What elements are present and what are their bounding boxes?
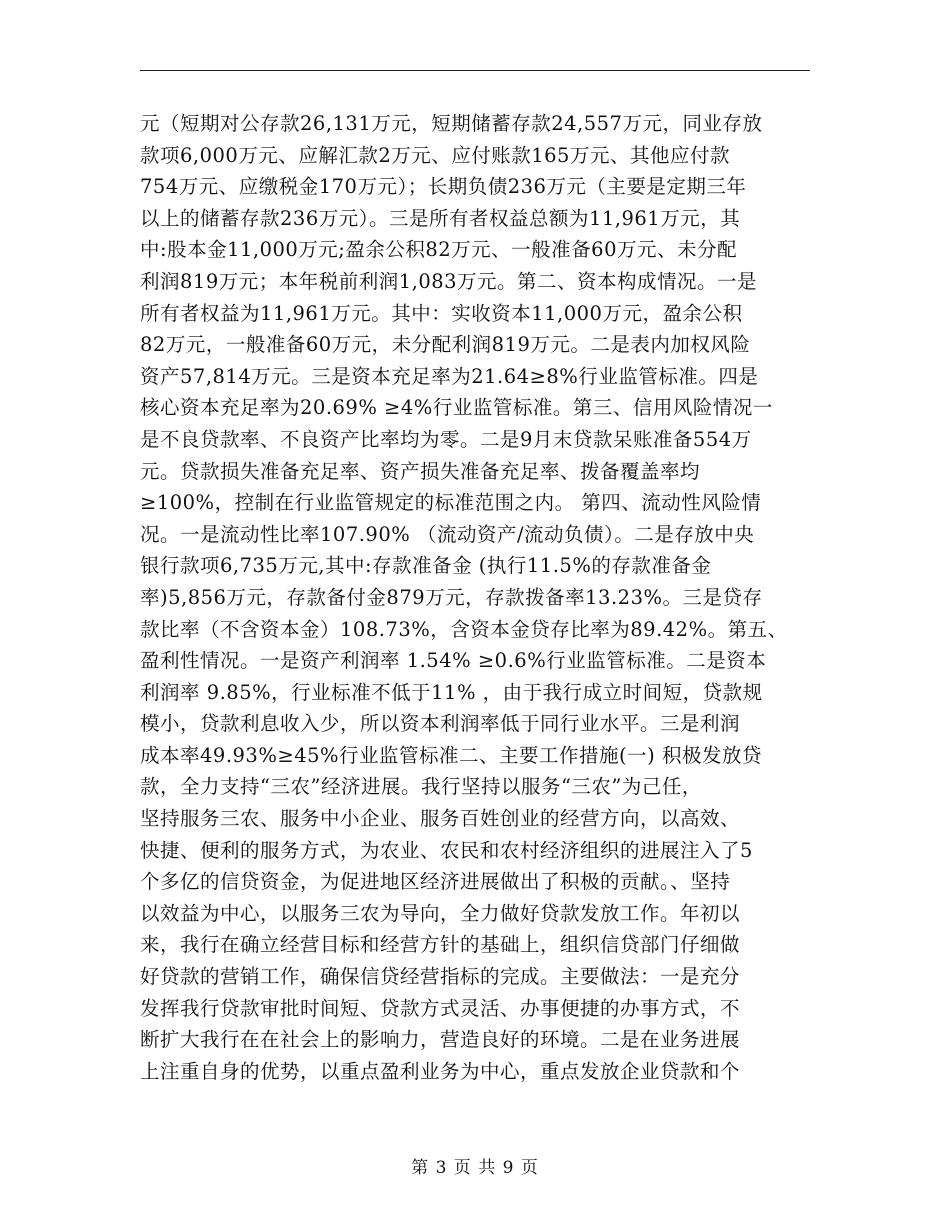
text-line: 坚持服务三农、服务中小企业、服务百姓创业的经营方向，以高效、 — [140, 807, 741, 831]
text-line: 个多亿的信贷资金，为促进地区经济进展做出了积极的贡献。、坚持 — [140, 870, 731, 894]
header-rule — [140, 70, 810, 71]
text-line: 以效益为中心，以服务三农为导向，全力做好贷款发放工作。年初以 — [140, 901, 741, 925]
text-line: 况。一是流动性比率107.90% （流动资产/流动负债）。二是存放中央 — [140, 522, 755, 546]
text-line: 模小，贷款利息收入少，所以资本利润率低于同行业水平。三是利润 — [140, 712, 741, 736]
text-line: 率)5,856万元，存款备付金879万元，存款拨备率13.23%。三是贷存 — [140, 585, 763, 609]
text-line: 元（短期对公存款26,131万元，短期储蓄存款24,557万元，同业存放 — [140, 112, 763, 135]
text-line: ≥100%，控制在行业监管规定的标准范围之内。 第四、流动性风险情 — [140, 491, 762, 515]
text-line: 元。贷款损失准备充足率、资产损失准备充足率、拨备覆盖率均 — [140, 459, 701, 483]
text-line: 银行款项6,735万元,其中:存款准备金 (执行11.5%的存款准备金 — [140, 554, 712, 578]
text-line: 款项6,000万元、应解汇款2万元、应付账款165万元、其他应付款 — [140, 143, 730, 167]
text-line: 所有者权益为11,961万元。其中：实收资本11,000万元，盈余公积 — [140, 301, 743, 325]
text-line: 成本率49.93%≥45%行业监管标准二、主要工作措施(一) 积极发放贷 — [140, 743, 762, 767]
body-text — [140, 108, 812, 1087]
text-line: 中:股本金11,000万元;盈余公积82万元、一般准备60万元、未分配 — [140, 238, 737, 262]
text-line: 资产57,814万元。三是资本充足率为21.64≥8%行业监管标准。四是 — [140, 364, 759, 388]
text-line: 来，我行在确立经营目标和经营方针的基础上，组织信贷部门仔细做 — [140, 933, 741, 957]
text-line: 是不良贷款率、不良资产比率均为零。二是9月末贷款呆账准备554万 — [140, 427, 752, 451]
text-line: 754万元、应缴税金170万元）；长期负债236万元（主要是定期三年 — [140, 175, 747, 199]
text-line: 款，全力支持“三农”经济进展。我行坚持以服务“三农”为己任， — [140, 775, 702, 799]
text-line: 断扩大我行在在社会上的影响力，营造良好的环境。二是在业务进展 — [140, 1028, 741, 1052]
text-line: 核心资本充足率为20.69% ≥4%行业监管标准。第三、信用风险情况一 — [140, 396, 773, 420]
text-line: 82万元，一般准备60万元，未分配利润819万元。二是表内加权风险 — [140, 333, 751, 357]
page-number-footer: 第 3 页 共 9 页 — [411, 1158, 539, 1178]
text-line: 款比率（不含资本金）108.73%，含资本金贷存比率为89.42%。第五、 — [140, 617, 788, 641]
text-line: 快捷、便利的服务方式，为农业、农民和农村经济组织的进展注入了5 — [140, 838, 753, 862]
text-line: 盈利性情况。一是资产利润率 1.54% ≥0.6%行业监管标准。二是资本 — [140, 649, 767, 673]
text-line: 发挥我行贷款审批时间短、贷款方式灵活、办事便捷的办事方式，不 — [140, 996, 741, 1020]
text-line: 上注重自身的优势，以重点盈利业务为中心，重点发放企业贷款和个 — [140, 1059, 741, 1083]
text-line: 利润819万元；本年税前利润1,083万元。第二、资本构成情况。一是 — [140, 269, 758, 293]
text-line: 利润率 9.85%，行业标准不低于11% ，由于我行成立时间短，贷款规 — [140, 680, 763, 704]
text-line: 以上的储蓄存款236万元）。三是所有者权益总额为11,961万元，其 — [140, 206, 741, 230]
text-line: 好贷款的营销工作，确保信贷经营指标的完成。主要做法：一是充分 — [140, 965, 741, 989]
